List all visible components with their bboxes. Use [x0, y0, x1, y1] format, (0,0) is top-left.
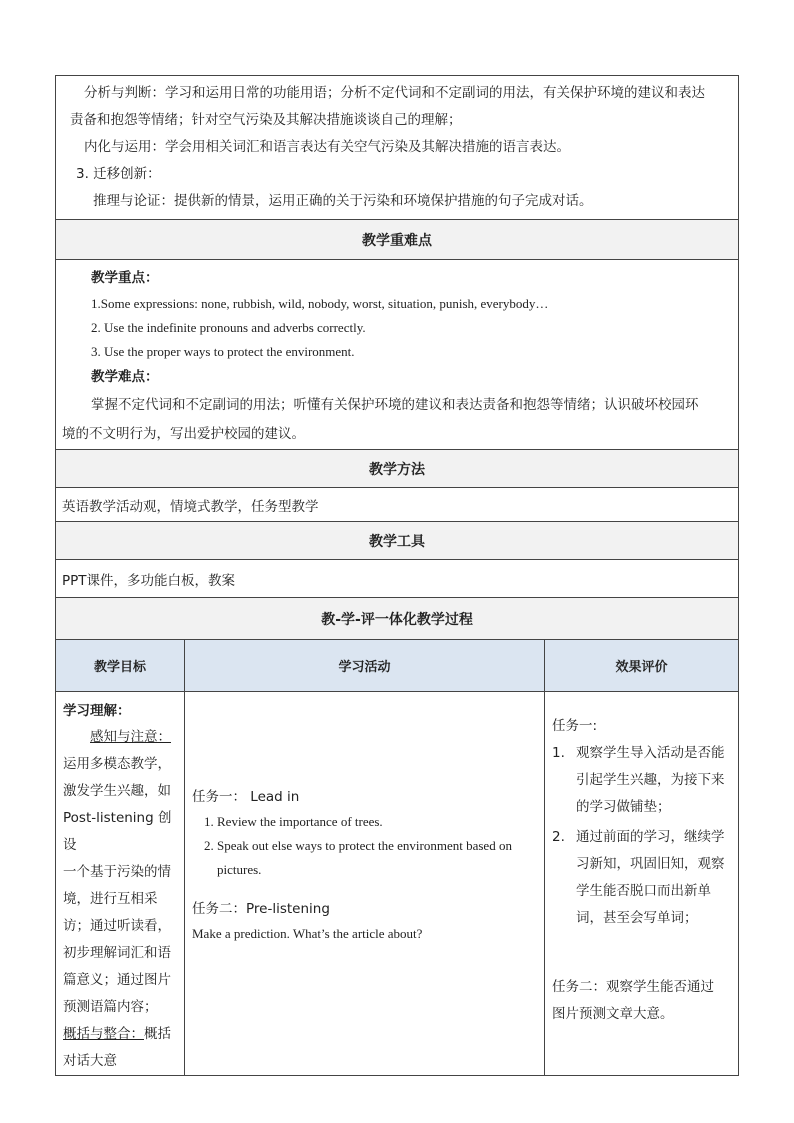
transfer-heading: 3. 迁移创新：: [76, 166, 161, 182]
goals-line: 运用多模态教学，: [63, 756, 171, 772]
task1-title: 任务一： Lead in: [192, 789, 300, 805]
goals-line: 预测语篇内容；: [63, 999, 158, 1015]
activities-cell: [185, 692, 545, 1076]
goals-label: 学习理解：: [63, 703, 131, 719]
analysis-line-1: 分析与判断：学习和运用日常的功能用语；分析不定代词和不定副词的用法，有关保护环境的建议和表达: [84, 85, 705, 101]
process-header: 教-学-评一体化教学过程: [56, 598, 739, 640]
eval-item-1-line: 观察学生导入活动是否能: [576, 745, 725, 761]
focus-item: 3. Use the proper ways to protect the environment.: [91, 344, 355, 359]
eval-item-1-line: 的学习做铺垫；: [576, 799, 671, 815]
internalize-line: 内化与运用：学会用相关词汇和语言表达有关空气污染及其解决措施的语言表达。: [84, 139, 570, 155]
focus-label: 教学重点：: [91, 270, 159, 286]
column-header-goals: 教学目标: [56, 640, 185, 692]
goals-line: 激发学生兴趣，如: [63, 783, 171, 799]
column-header-evaluation: 效果评价: [545, 640, 739, 692]
reasoning-line: 推理与论证：提供新的情景，运用正确的关于污染和环境保护措施的句子完成对话。: [93, 193, 593, 209]
analysis-line-2: 责备和抱怨等情绪；针对空气污染及其解决措施谈谈自己的理解；: [70, 112, 462, 128]
task1-item: 1. Review the importance of trees.: [217, 810, 538, 834]
goals-line: 访；通过听读看，: [63, 918, 171, 934]
focus-item: 1.Some expressions: none, rubbish, wild, nobody, worst, situation, punish, everybody…: [91, 296, 549, 311]
task2-title: 任务二：Pre-listening: [192, 901, 330, 917]
summary-line-2: 对话大意: [63, 1053, 117, 1069]
goals-line: Post-listening 创设: [63, 810, 172, 853]
eval-task1-label: 任务一:: [552, 718, 598, 734]
goals-cell: [56, 692, 185, 1076]
methods-text: 英语教学活动观，情境式教学，任务型教学: [56, 488, 739, 522]
task2-text: Make a prediction. What’s the article about?: [192, 926, 423, 941]
goals-line: 初步理解词汇和语: [63, 945, 171, 961]
eval-item-1: 1. 观察学生导入活动是否能 引起学生兴趣，为接下来 的学习做铺垫；: [552, 740, 732, 821]
evaluation-cell: [545, 692, 739, 1076]
focus-item: 2. Use the indefinite pronouns and adverbs correctly.: [91, 320, 366, 335]
eval-item-2-line: 词，甚至会写单词；: [576, 910, 698, 926]
summary-line-1: 概括: [144, 1026, 171, 1042]
goals-line: 境，进行互相采: [63, 891, 158, 907]
difficulty-line-1: 掌握不定代词和不定副词的用法；听懂有关保护环境的建议和表达责备和抱怨等情绪；认识破坏校园环: [91, 397, 699, 413]
column-header-activities: 学习活动: [185, 640, 545, 692]
eval-item-2-line: 习新知，巩固旧知，观察: [576, 856, 725, 872]
difficulty-line-2: 境的不文明行为，写出爱护校园的建议。: [62, 426, 305, 442]
objectives-continuation-cell: [56, 76, 739, 220]
eval-task2-line-2: 图片预测文章大意。: [552, 1006, 674, 1022]
eval-task2-line-1: 任务二：观察学生能否通过: [552, 979, 714, 995]
lesson-plan-document: [55, 75, 738, 1076]
task1-item: 2. Speak out else ways to protect the environment based on pictures.: [217, 834, 538, 882]
eval-item-2: 2. 通过前面的学习，继续学 习新知，巩固旧知，观察 学生能否脱口而出新单 词，甚至会写单词；: [552, 824, 732, 932]
tools-text: PPT课件，多功能白板，教案: [56, 560, 739, 598]
eval-item-2-line: 学生能否脱口而出新单: [576, 883, 711, 899]
summary-label: 概括与整合：: [63, 1026, 144, 1042]
eval-item-2-line: 通过前面的学习，继续学: [576, 829, 725, 845]
key-points-header: 教学重难点: [56, 220, 739, 260]
eval-item-1-line: 引起学生兴趣，为接下来: [576, 772, 725, 788]
task1-list: [192, 810, 538, 882]
tools-header: 教学工具: [56, 522, 739, 560]
methods-header: 教学方法: [56, 450, 739, 488]
key-points-cell: [56, 260, 739, 450]
difficulty-label: 教学难点：: [91, 369, 159, 385]
goals-line: 篇意义；通过图片: [63, 972, 171, 988]
goals-sub-label: 感知与注意：: [90, 729, 171, 745]
goals-line: 一个基于污染的情: [63, 864, 171, 880]
lesson-plan-table: [55, 75, 739, 1076]
